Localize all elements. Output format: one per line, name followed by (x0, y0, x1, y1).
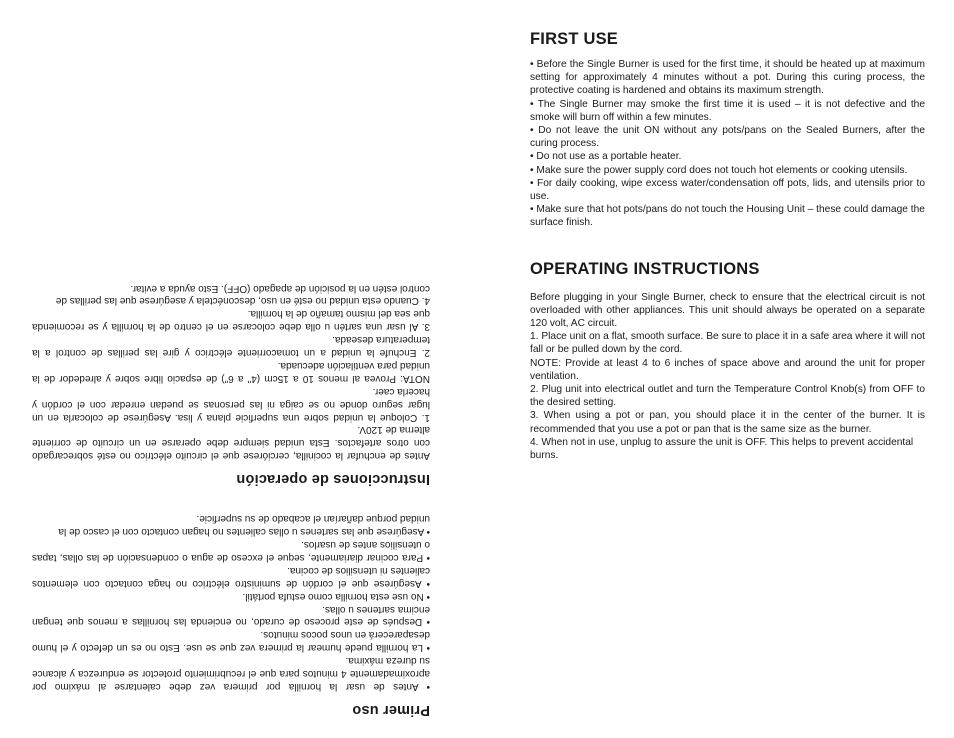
spanish-first-use-paragraph: • No use esta hornilla como estufa portátil. (242, 590, 430, 602)
english-operating-paragraph: Before plugging in your Single Burner, check to ensure that the electrical circuit is not overloaded with other appliances. This unit should always be operated on a separate 120 volt, AC circuit. (530, 291, 925, 330)
spanish-operating-note: NOTA: Provea al menos 10 a 15cm (4" a 6") de espacio libre sobre y alrededor de la unidad para ventilación adecuada. (32, 359, 430, 384)
english-first-use-paragraph: • Make sure the power supply cord does not touch hot elements or cooking utensils. (530, 164, 908, 176)
spanish-first-use-paragraph: • La hornilla puede humear la primera vez que se use. Esto no es un defecto y el humo desaparecerá en unos pocos minutos. (32, 629, 430, 654)
english-first-use-paragraph: • Before the Single Burner is used for the first time, it should be heated up at maximum setting for approximately 4 minutes without a pot. During this curing process, the protective coating is hardened and obtains its maximum strength. (530, 59, 925, 97)
spanish-operating-paragraph: 2. Enchufe la unidad a un tomacorriente eléctrico y gire las perillas de control a la temperatura deseada. (32, 334, 430, 359)
spanish-first-use-paragraph: • Asegúrese que el cordón de suministro eléctrico no haga contacto con elementos calientes ni utensilios de cocina. (32, 564, 430, 589)
spanish-first-use-title: Primer uso (352, 702, 430, 718)
english-first-use-paragraph: • Do not use as a portable heater. (530, 151, 682, 163)
english-first-use-paragraph: • Do not leave the unit ON without any pots/pans on the Sealed Burners, after the curing process. (530, 125, 925, 150)
spanish-first-use-paragraph: • Para cocinar diariamente, seque el exceso de agua o condensación de las ollas, tapas o utensilios antes de usarlos. (32, 539, 430, 563)
english-operating-paragraph: 4. When not in use, unplug to assure the unit is OFF. This helps to prevent accidental burns. (530, 436, 914, 462)
english-operating-title: OPERATING INSTRUCTIONS (530, 259, 760, 278)
english-operating-body (530, 291, 925, 463)
spanish-first-use-body (32, 511, 430, 692)
spanish-operating-paragraph: 4. Cuando esta unidad no esté en uso, desconéctela y asegúrese que las perillas de control estén en la posición de apagado (OFF). Esto ayuda a evitar. (55, 282, 430, 307)
spanish-operating-body (32, 281, 430, 462)
english-operating-note: NOTE: Provide at least 4 to 6 inches of space above and around the unit for proper ventilation. (530, 357, 925, 382)
spanish-first-use-paragraph: • Antes de usar la hornilla por primera vez debe calentarse al máximo por aproximadamente 4 minutos para que el recubrimiento protector se endurezca y alcance su dureza máxima. (32, 655, 430, 692)
spanish-operating-title: Instrucciones de operación (236, 471, 430, 488)
english-column (530, 30, 925, 462)
spanish-operating-paragraph: 3. Al usar una sartén u olla debe colocarse en el centro de la hornilla y se recomienda que sea del mismo tamaño de la hornilla. (32, 308, 430, 333)
english-operating-paragraph: 1. Place unit on a flat, smooth surface. Be sure to place it in a safe area where it will not fall or be pulled down by the cord. (530, 331, 925, 356)
english-operating-paragraph: 2. Plug unit into electrical outlet and turn the Temperature Control Knob(s) from OFF to the desired setting. (530, 384, 925, 409)
english-first-use-paragraph: • For daily cooking, wipe excess water/condensation off pots, lids, and utensils prior to use. (530, 177, 925, 203)
english-first-use-paragraph: • Make sure that hot pots/pans do not touch the Housing Unit – these could damage the surface finish. (530, 204, 925, 229)
spanish-operating-paragraph: 1. Coloque la unidad sobre una superficie plana y lisa. Asegúrese de colocarla en un lugar seguro donde no se caiga ni las personas se puedan enredar con el cordón y hacerla caer. (32, 385, 430, 423)
spanish-first-use-paragraph: • Después de este proceso de curado, no encienda las hornillas a menos que tengan encima sartenes u ollas. (32, 603, 430, 628)
english-first-use-title: FIRST USE (530, 30, 618, 48)
spanish-operating-paragraph: Antes de enchufar la cocinilla, cerciórese que el circuito eléctrico no esté sobrecargado con otros artefactos. Esta unidad siempre debe operarse en un circuito de corriente alterna de 120V. (32, 424, 430, 462)
spanish-first-use-paragraph: • Asegúrese que las sartenes u ollas calientes no hagan contacto con el casco de la unidad porque dañarían el acabado de su superficie. (58, 513, 430, 538)
spanish-column-rotated (32, 18, 430, 718)
english-operating-paragraph: 3. When using a pot or pan, you should place it in the center of the burner. It is recommended that you use a pot or pan that is the same size as the burner. (530, 410, 925, 435)
english-first-use-body (530, 58, 925, 230)
english-first-use-paragraph: • The Single Burner may smoke the first time it is used – it is not defective and the smoke will burn off within a few minutes. (530, 98, 925, 123)
